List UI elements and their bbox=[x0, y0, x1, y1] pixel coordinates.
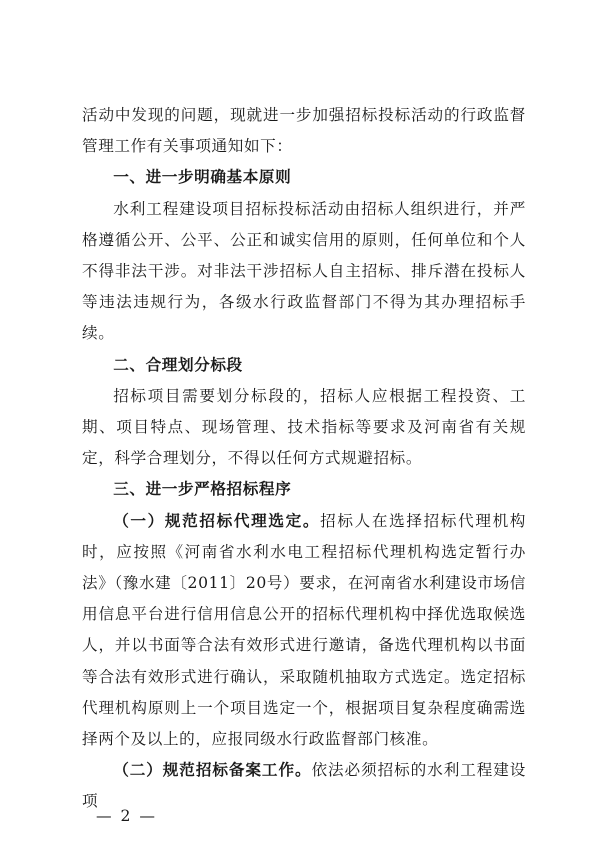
section-3-item-1-body: 招标人在选择招标代理机构时，应按照《河南省水利水电工程招标代理机构选定暂行办法》（豫水建〔2011〕20号）要求，在河南省水利建设市场信用信息平台进行信用信息公开的招标代理机构中择优选取候选人，并以书面等合法有效形式进行邀请，备选代理机构以书面等合法有效形式进行确认，采取随机抽取方式选定。选定招标代理机构原则上一个项目选定一个，根据项目复杂程度确需选择两个及以上的，应报同级水行政监督部门核准。 bbox=[82, 511, 527, 749]
section-3-heading: 三、进一步严格招标程序 bbox=[113, 480, 292, 499]
page-number: — 2 — bbox=[96, 807, 158, 825]
section-3-item-2-body: 依法必须招标的水利工程建设项 bbox=[82, 761, 526, 811]
section-1-paragraph: 水利工程建设项目招标投标活动由招标人组织进行，并严格遵循公开、公平、公正和诚实信用的原则，任何单位和个人不得非法干涉。对非法干涉招标人自主招标、排斥潜在投标人等违法违规行为，各级水行政监督部门不得为其办理招标手续。 bbox=[82, 199, 526, 343]
intro-paragraph: 活动中发现的问题，现就进一步加强招标投标活动的行政监督管理工作有关事项通知如下： bbox=[82, 106, 526, 156]
section-2-paragraph: 招标项目需要划分标段的，招标人应根据工程投资、工期、项目特点、现场管理、技术指标等要求及河南省有关规定，科学合理划分，不得以任何方式规避招标。 bbox=[82, 386, 526, 468]
section-3-item-2-title: （二）规范招标备案工作。 bbox=[113, 761, 312, 780]
section-2-heading: 二、合理划分标段 bbox=[113, 355, 243, 374]
section-1-heading: 一、进一步明确基本原则 bbox=[113, 168, 292, 187]
section-3-item-1-title: （一）规范招标代理选定。 bbox=[113, 511, 321, 530]
section-3-item-1 bbox=[82, 506, 526, 756]
document-body bbox=[82, 100, 526, 818]
